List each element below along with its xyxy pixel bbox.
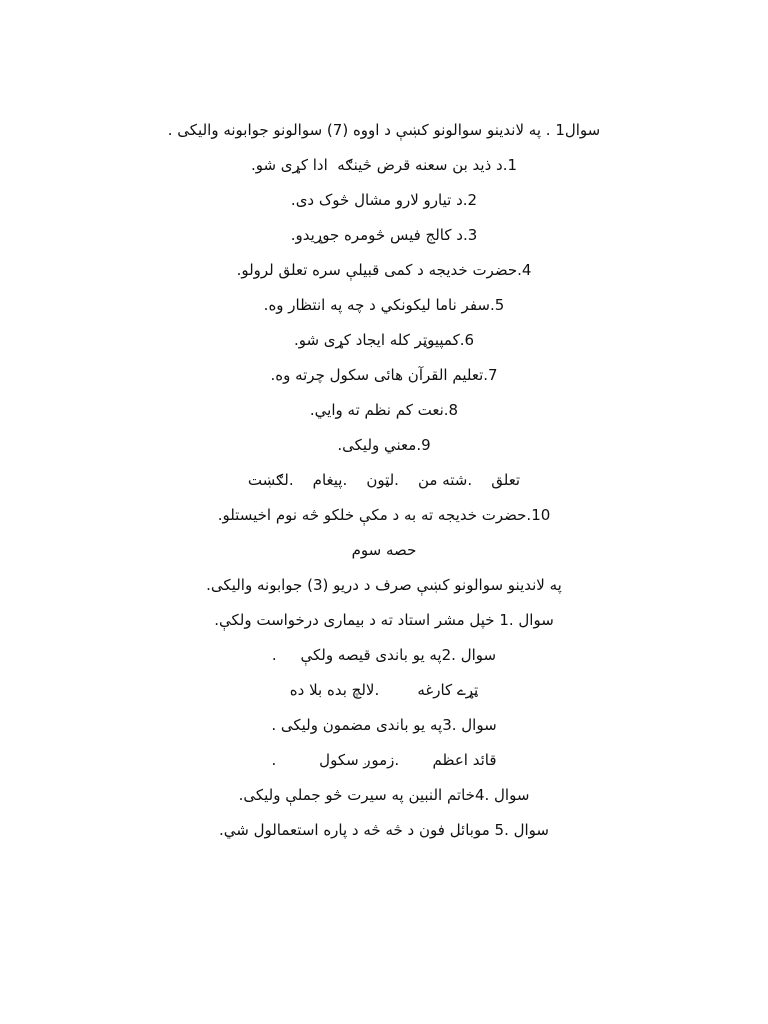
question-1-heading: سوال1 . په لاندینو سوالونو کښې د اووه (7) سوالونو جوابونه واليکی . — [167, 121, 601, 139]
document-page — [0, 120, 768, 855]
long-question-4: سوال .4خاتم النبين په سيرت څو جملې وليکی. — [238, 786, 530, 804]
question-item-4: 4.حضرت خديجه د کمی قبيلې سره تعلق لرولو. — [236, 261, 532, 279]
question-item-6: 6.کمپيوټر کله ايجاد کړی شو. — [293, 331, 475, 349]
question-item-8: 8.نعت کم نظم ته وايي. — [309, 401, 459, 419]
question-item-7: 7.تعليم القرآن هائی سکول چرته وه. — [270, 366, 498, 384]
question-item-1: 1.د ذید بن سعنه قرض څینګه ادا کړی شو. — [250, 156, 518, 174]
question-item-3: 3.د کالج فيس څومره جوړیدو. — [290, 226, 478, 244]
essay-options: قائد اعظم .زموږ سکول . — [271, 751, 497, 769]
long-question-3: سوال .3په يو باندی مضمون وليکی . — [271, 716, 497, 734]
long-question-5: سوال .5 موبائل فون د څه څه د پاره استعمالول شي. — [218, 821, 549, 839]
section-heading: حصه سوم — [351, 541, 417, 559]
question-item-2: 2.د تیارو لارو مشال څوک دی. — [290, 191, 478, 209]
story-options: ټړے کارغه .لالچ بده بلا ده — [289, 681, 479, 699]
long-question-2: سوال .2په يو باندی قيصه ولکې . — [271, 646, 497, 664]
word-list: تعلق .شته من .لټون .پيغام .لګښت — [247, 471, 521, 489]
question-item-9: 9.معني وليکی. — [337, 436, 431, 454]
section-instructions: په لاندينو سوالونو کښې صرف د دريو (3) جوابونه واليکی. — [206, 576, 562, 594]
question-item-5: 5.سفر ناما ليکونکي د چه په انتظار وه. — [263, 296, 505, 314]
question-item-10: 10.حضرت خديجه ته به د مکې خلکو څه نوم اخيستلو. — [217, 506, 551, 524]
long-question-1: سوال .1 خپل مشر استاد ته د بيماری درخواست ولکې. — [214, 611, 554, 629]
